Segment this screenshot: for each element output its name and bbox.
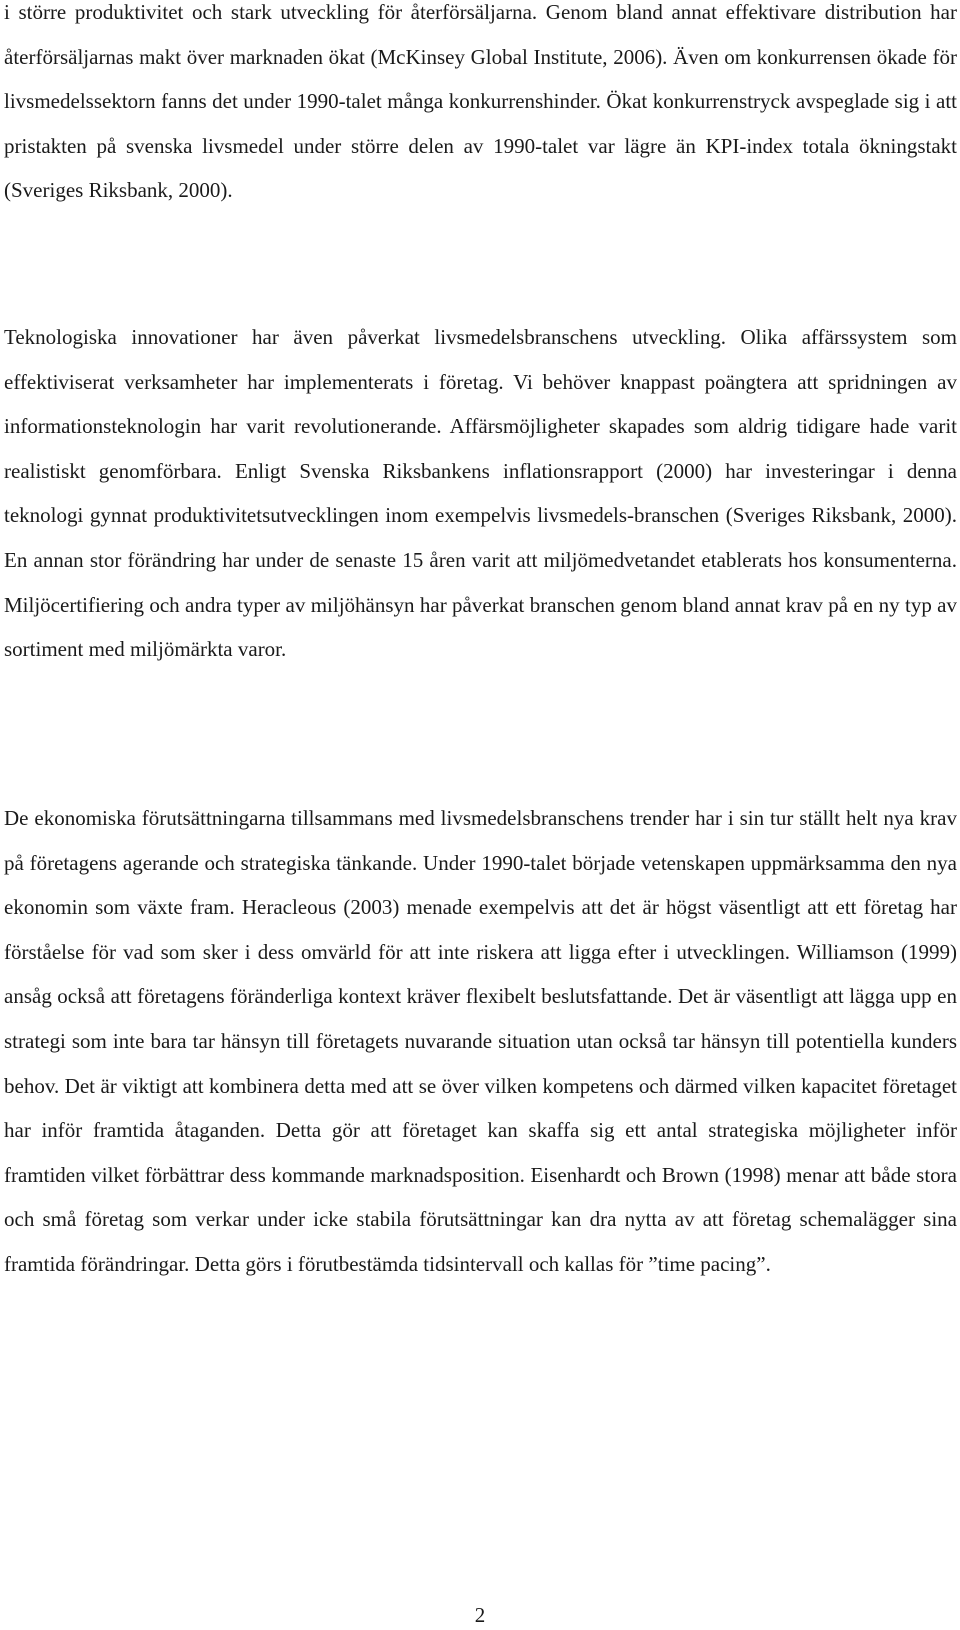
body-paragraph-1: i större produktivitet och stark utveckling för återförsäljarna. Genom bland annat effektivare distribution har återförsäljarnas makt över marknaden ökat (McKinsey Global Institute, 2006). Även om konkurrensen ökade för livsmedelssektorn fanns det under 1990-talet många konkurrenshinder. Ökat konkurrenstryck avspeglade sig i att pristakten på svenska livsmedel under större delen av 1990-talet var lägre än KPI-index totala ökningstakt (Sveriges Riksbank, 2000). [4, 0, 957, 203]
body-paragraph-2: Teknologiska innovationer har även påverkat livsmedelsbranschens utveckling. Olika affärssystem som effektiviserat verksamheter har implementerats i företag. Vi behöver knappast poängtera att spridningen av informationsteknologin har varit revolutionerande. Affärsmöjligheter skapades som aldrig tidigare hade varit realistiskt genomförbara. Enligt Svenska Riksbankens inflationsrapport (2000) har investeringar i denna teknologi gynnat produktivitetsutvecklingen inom exempelvis livsmedels-branschen (Sveriges Riksbank, 2000). En annan stor förändring har under de senaste 15 åren varit att miljömedvetandet etablerats hos konsumenterna. Miljöcertifiering och andra typer av miljöhänsyn har påverkat branschen genom bland annat krav på en ny typ av sortiment med miljömärkta varor. [4, 325, 957, 662]
body-paragraph-3: De ekonomiska förutsättningarna tillsammans med livsmedelsbranschens trender har i sin tur ställt helt nya krav på företagens agerande och strategiska tänkande. Under 1990-talet började vetenskapen uppmärksamma den nya ekonomin som växte fram. Heracleous (2003) menade exempelvis att det är högst väsentligt att ett företag har förståelse för vad som sker i dess omvärld för att inte riskera att ligga efter i utvecklingen. Williamson (1999) ansåg också att företagens föränderliga kontext kräver flexibelt beslutsfattande. Det är väsentligt att lägga upp en strategi som inte bara tar hänsyn till företagets nuvarande situation utan också tar hänsyn till potentiella kunders behov. Det är viktigt att kombinera detta med att se över vilken kompetens och därmed vilken kapacitet företaget har inför framtida åtaganden. Detta gör att företaget kan skaffa sig ett antal strategiska möjligheter inför framtiden vilket förbättrar dess kommande marknadsposition. Eisenhardt och Brown (1998) menar att både stora och små företag som verkar under icke stabila förutsättningar kan dra nytta av att företag schemalägger sina framtida förändringar. Detta görs i förutbestämda tidsintervall och kallas för ”time pacing”. [4, 806, 957, 1276]
page-number: 2 [474, 1603, 486, 1627]
